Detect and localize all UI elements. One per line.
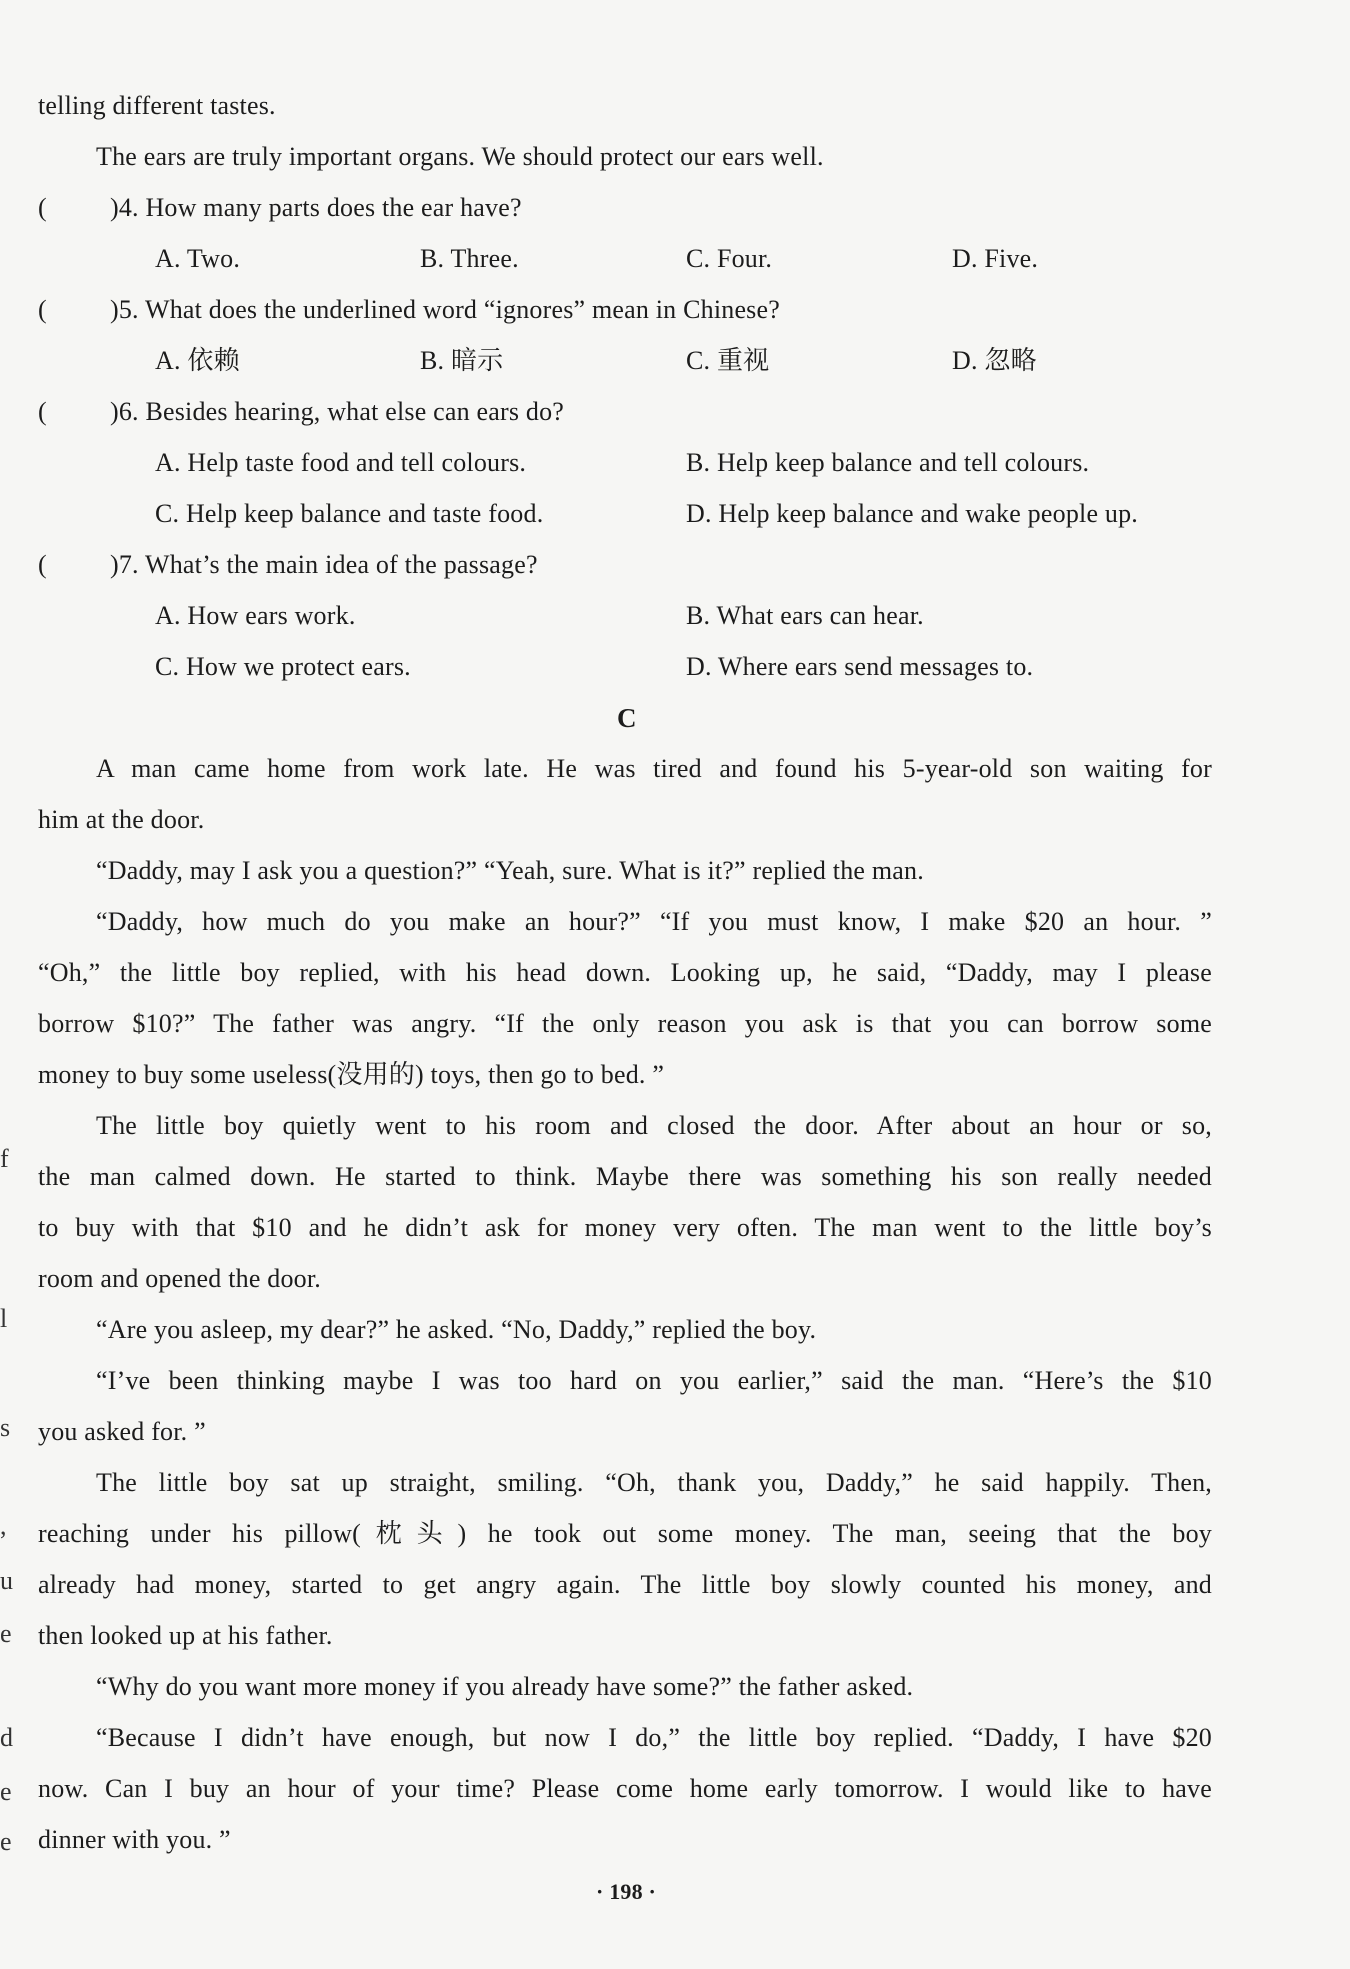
option-c: C. Help keep balance and taste food.: [155, 499, 544, 528]
question-5: )5. What does the underlined word “ignores” mean in Chinese?: [110, 295, 780, 324]
passage-line: “Daddy, may I ask you a question?” “Yeah, sure. What is it?” replied the man.: [96, 856, 924, 885]
passage-line: reaching under his pillow(枕头) he took out some money. The man, seeing that the boy: [38, 1519, 1212, 1548]
page-number: · 198 ·: [596, 1879, 657, 1904]
option-d: D. Five.: [952, 244, 1039, 273]
question-6: )6. Besides hearing, what else can ears do?: [110, 397, 565, 426]
passage-line: “Oh,” the little boy replied, with his head down. Looking up, he said, “Daddy, may I please: [38, 958, 1212, 987]
passage-line: to buy with that $10 and he didn’t ask for money very often. The man went to the little boy’s: [38, 1213, 1212, 1242]
option-a: A. How ears work.: [155, 601, 356, 630]
passage-line: dinner with you. ”: [38, 1825, 231, 1854]
passage-line: room and opened the door.: [38, 1264, 321, 1293]
passage-line: “Because I didn’t have enough, but now I do,” the little boy replied. “Daddy, I have $20: [96, 1723, 1212, 1752]
option-d: D. 忽略: [952, 346, 1037, 375]
question-7: )7. What’s the main idea of the passage?: [110, 550, 538, 579]
option-c: C. Four.: [686, 244, 773, 273]
passage-line: money to buy some useless(没用的) toys, then go to bed. ”: [38, 1060, 665, 1089]
margin-fragment: e: [0, 1827, 12, 1856]
passage-b-line: telling different tastes.: [38, 91, 276, 120]
option-b: B. What ears can hear.: [686, 601, 924, 630]
option-b: B. Three.: [420, 244, 519, 273]
passage-line: already had money, started to get angry again. The little boy slowly counted his money, and: [38, 1570, 1212, 1599]
passage-b-line: The ears are truly important organs. We should protect our ears well.: [96, 142, 824, 171]
passage-line: “Are you asleep, my dear?” he asked. “No, Daddy,” replied the boy.: [96, 1315, 817, 1344]
passage-line: The little boy sat up straight, smiling. “Oh, thank you, Daddy,” he said happily. Then,: [96, 1468, 1212, 1497]
section-heading: C: [617, 703, 637, 733]
option-d: D. Help keep balance and wake people up.: [686, 499, 1138, 528]
option-a: A. Two.: [155, 244, 241, 273]
passage-line: “Why do you want more money if you already have some?” the father asked.: [96, 1672, 914, 1701]
option-b: B. Help keep balance and tell colours.: [686, 448, 1090, 477]
passage-line: the man calmed down. He started to think. Maybe there was something his son really needed: [38, 1162, 1212, 1191]
answer-blank[interactable]: (: [38, 397, 47, 426]
passage-line: then looked up at his father.: [38, 1621, 333, 1650]
passage-line: A man came home from work late. He was tired and found his 5-year-old son waiting for: [96, 754, 1212, 783]
option-a: A. 依赖: [155, 346, 240, 375]
option-c: C. 重视: [686, 346, 770, 375]
option-b: B. 暗示: [420, 346, 504, 375]
option-a: A. Help taste food and tell colours.: [155, 448, 527, 477]
margin-fragment: e: [0, 1619, 12, 1648]
passage-line: you asked for. ”: [38, 1417, 206, 1446]
passage-line: “I’ve been thinking maybe I was too hard on you earlier,” said the man. “Here’s the $10: [96, 1366, 1212, 1395]
passage-line: him at the door.: [38, 805, 205, 834]
margin-fragment: ,: [0, 1511, 7, 1540]
answer-blank[interactable]: (: [38, 295, 47, 324]
answer-blank[interactable]: (: [38, 550, 47, 579]
margin-fragment: f: [0, 1144, 9, 1173]
question-4: )4. How many parts does the ear have?: [110, 193, 522, 222]
passage-line: now. Can I buy an hour of your time? Please come home early tomorrow. I would like to have: [38, 1774, 1212, 1803]
margin-fragment: s: [0, 1413, 11, 1442]
passage-line: “Daddy, how much do you make an hour?” “If you must know, I make $20 an hour. ”: [96, 907, 1212, 936]
answer-blank[interactable]: (: [38, 193, 47, 222]
option-d: D. Where ears send messages to.: [686, 652, 1034, 681]
margin-fragment: u: [0, 1566, 13, 1595]
option-c: C. How we protect ears.: [155, 652, 411, 681]
margin-fragment: d: [0, 1723, 13, 1752]
margin-fragment: e: [0, 1777, 12, 1806]
passage-line: The little boy quietly went to his room and closed the door. After about an hour or so,: [96, 1111, 1212, 1140]
margin-fragment: l: [0, 1304, 8, 1333]
passage-line: borrow $10?” The father was angry. “If the only reason you ask is that you can borrow some: [38, 1009, 1212, 1038]
